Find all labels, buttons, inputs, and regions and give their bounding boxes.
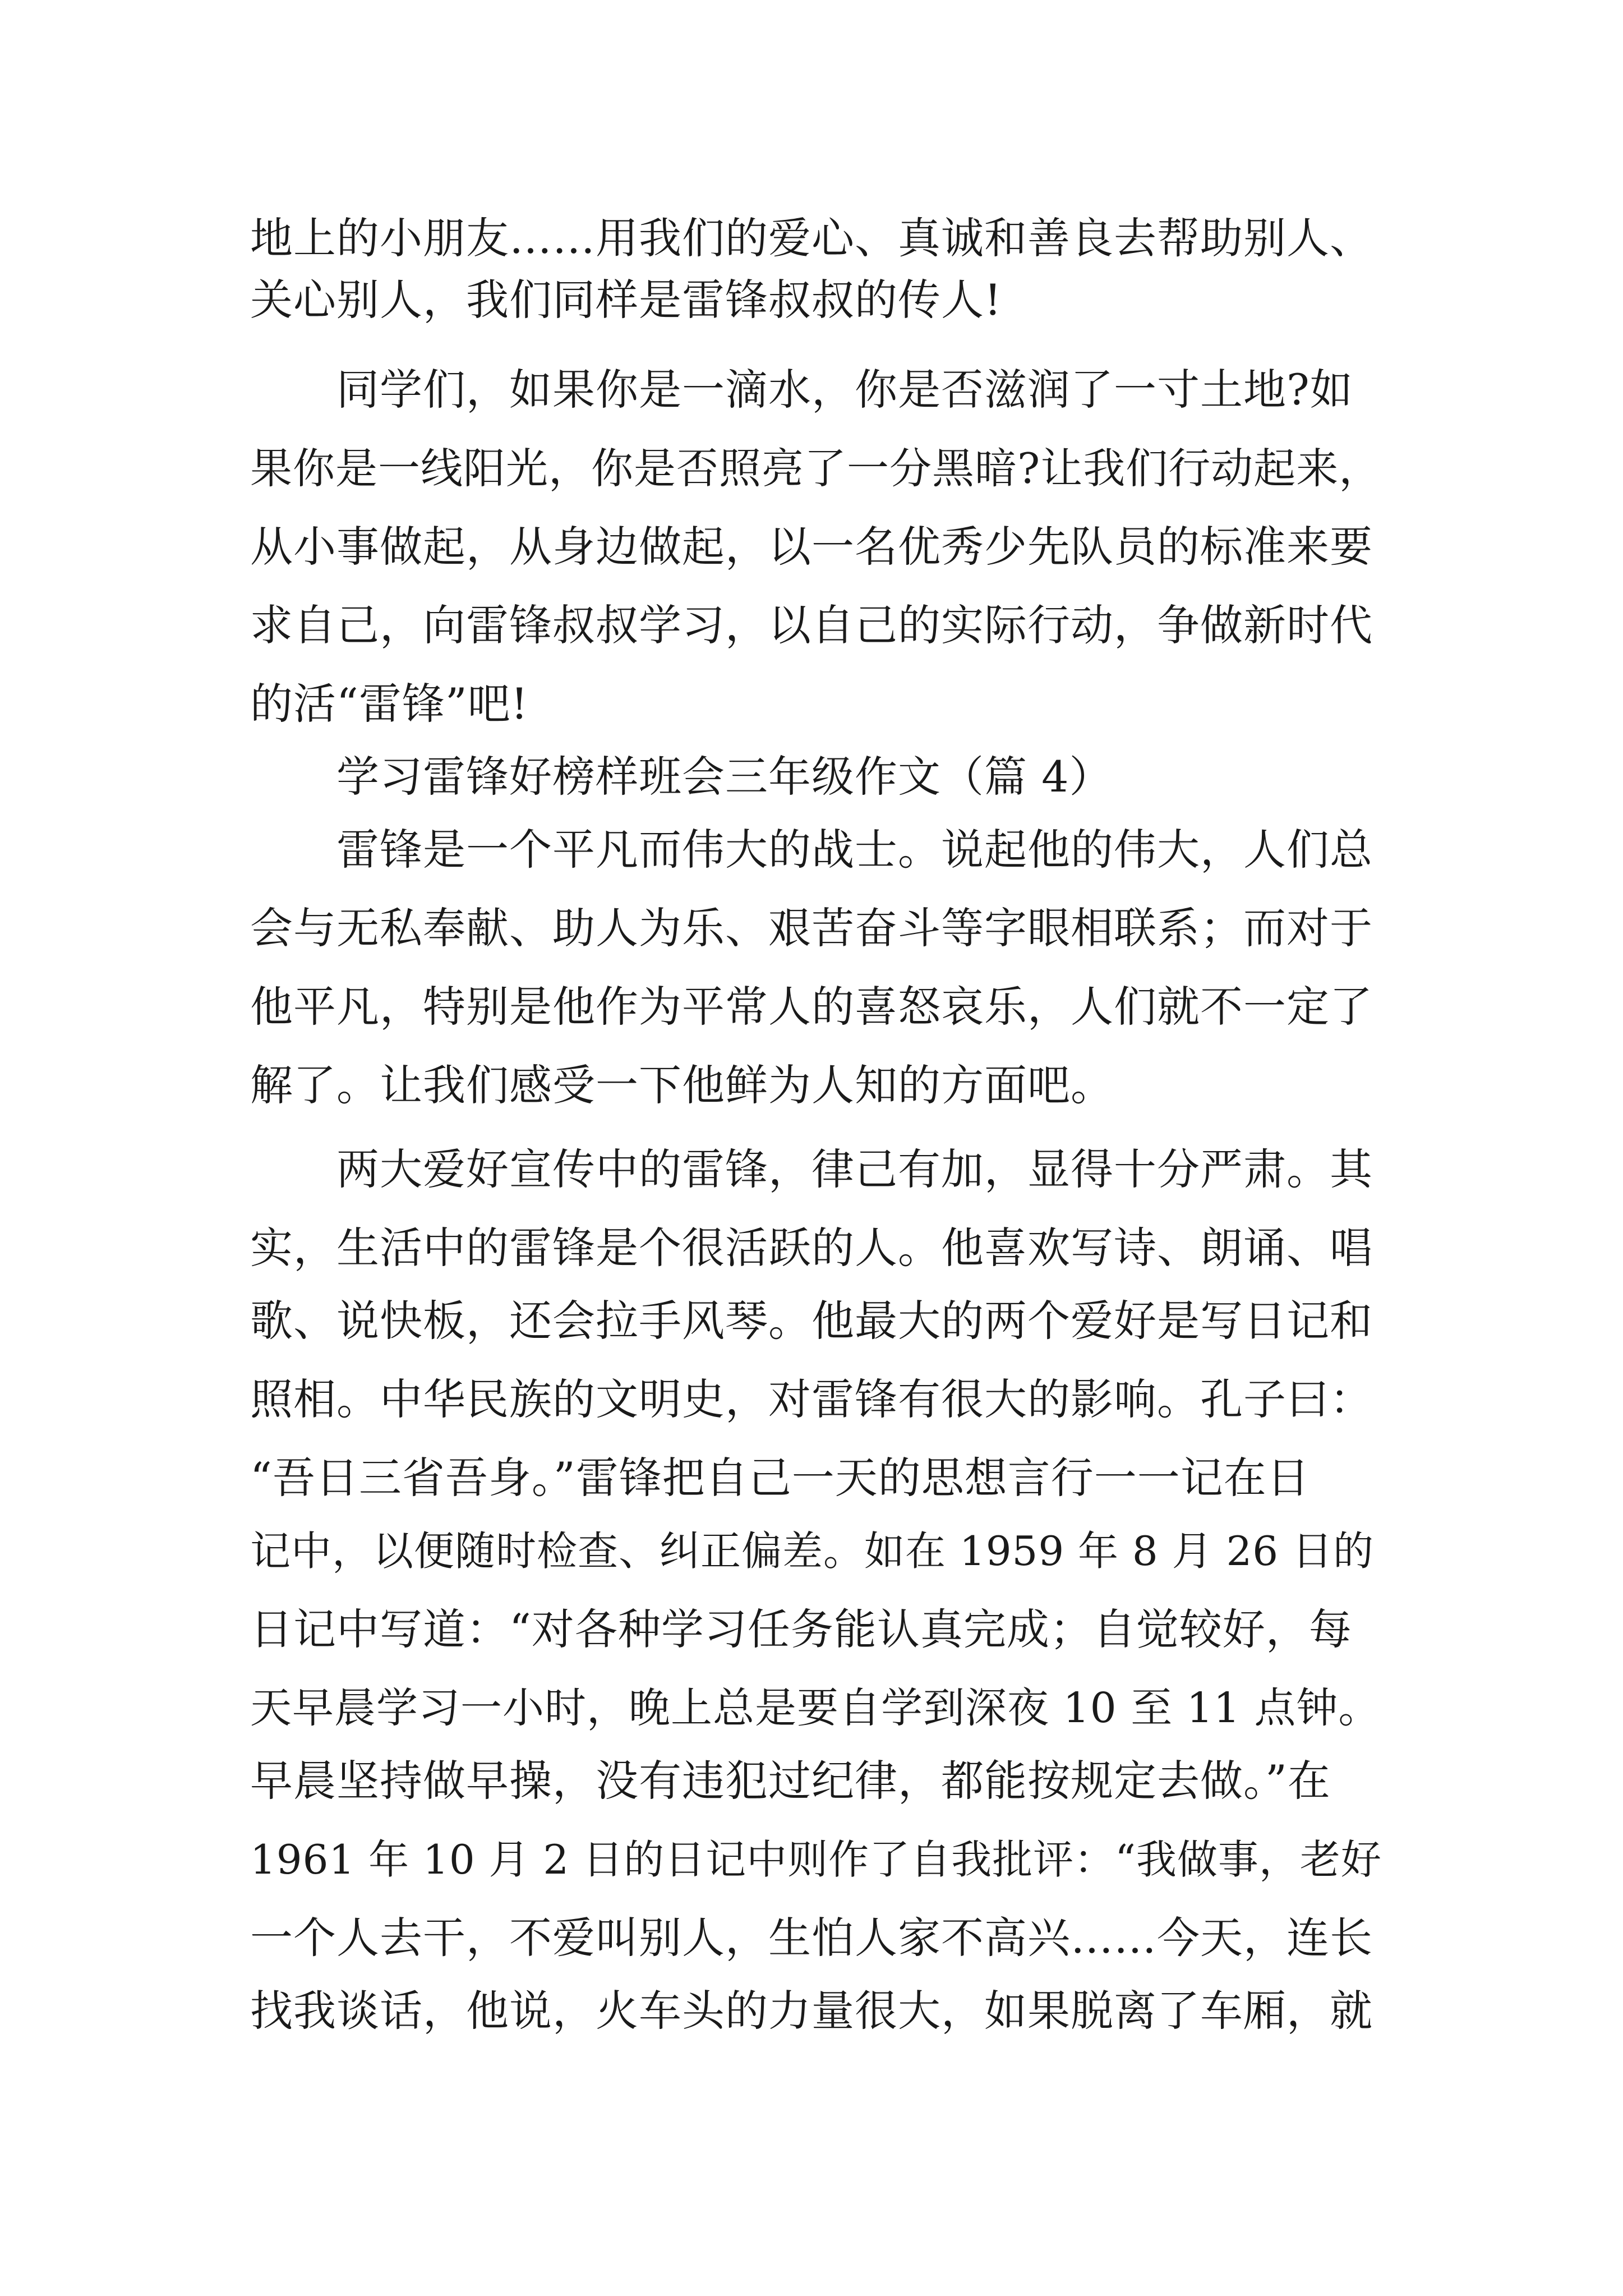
paragraph-start-line: 两大爱好宣传中的雷锋，律己有加，显得十分严肃。其 [336, 1144, 1373, 1194]
text-line: 解了。让我们感受一下他鲜为人知的方面吧。 [250, 1060, 1114, 1110]
paragraph-start-line: 同学们，如果你是一滴水，你是否滋润了一寸土地?如 [336, 365, 1353, 415]
text-line: 关心别人，我们同样是雷锋叔叔的传人! [250, 275, 1002, 325]
text-line: 记中，以便随时检查、纠正偏差。如在 1959 年 8 月 26 日的 [250, 1527, 1374, 1575]
text-line: 实，生活中的雷锋是个很活跃的人。他喜欢写诗、朗诵、唱 [250, 1223, 1373, 1273]
text-line: 歌、说快板，还会拉手风琴。他最大的两个爱好是写日记和 [250, 1296, 1373, 1346]
text-line: 一个人去干，不爱叫别人，生怕人家不高兴……今天，连长 [250, 1913, 1373, 1963]
text-line: 他平凡，特别是他作为平常人的喜怒哀乐，人们就不一定了 [250, 982, 1373, 1032]
text-line: “吾日三省吾身。”雷锋把自己一天的思想言行一一记在日 [250, 1453, 1310, 1503]
text-line: 照相。中华民族的文明史，对雷锋有很大的影响。孔子曰： [250, 1374, 1373, 1424]
paragraph-start-line: 雷锋是一个平凡而伟大的战士。说起他的伟大，人们总 [336, 825, 1373, 875]
text-line: 天早晨学习一小时，晚上总是要自学到深夜 10 至 11 点钟。 [250, 1684, 1381, 1732]
text-line: 果你是一线阳光，你是否照亮了一分黑暗?让我们行动起来， [250, 444, 1382, 493]
text-line: 1961 年 10 月 2 日的日记中则作了自我批评：“我做事，老好 [250, 1836, 1382, 1883]
text-line: 的活“雷锋”吧! [250, 679, 529, 729]
section-heading: 学习雷锋好榜样班会三年级作文（篇 4） [336, 752, 1113, 802]
text-line: 早晨坚持做早操，没有违犯过纪律，都能按规定去做。”在 [250, 1756, 1331, 1806]
text-line: 从小事做起，从身边做起，以一名优秀少先队员的标准来要 [250, 522, 1373, 572]
text-line: 求自己，向雷锋叔叔学习，以自己的实际行动，争做新时代 [250, 600, 1373, 650]
text-line: 找我谈话，他说，火车头的力量很大，如果脱离了车厢，就 [250, 1986, 1373, 2036]
text-line: 会与无私奉献、助人为乐、艰苦奋斗等字眼相联系；而对于 [250, 903, 1373, 953]
text-line: 地上的小朋友……用我们的爱心、真诚和善良去帮助别人、 [250, 213, 1373, 263]
text-line: 日记中写道：“对各种学习任务能认真完成；自觉较好，每 [250, 1604, 1352, 1654]
